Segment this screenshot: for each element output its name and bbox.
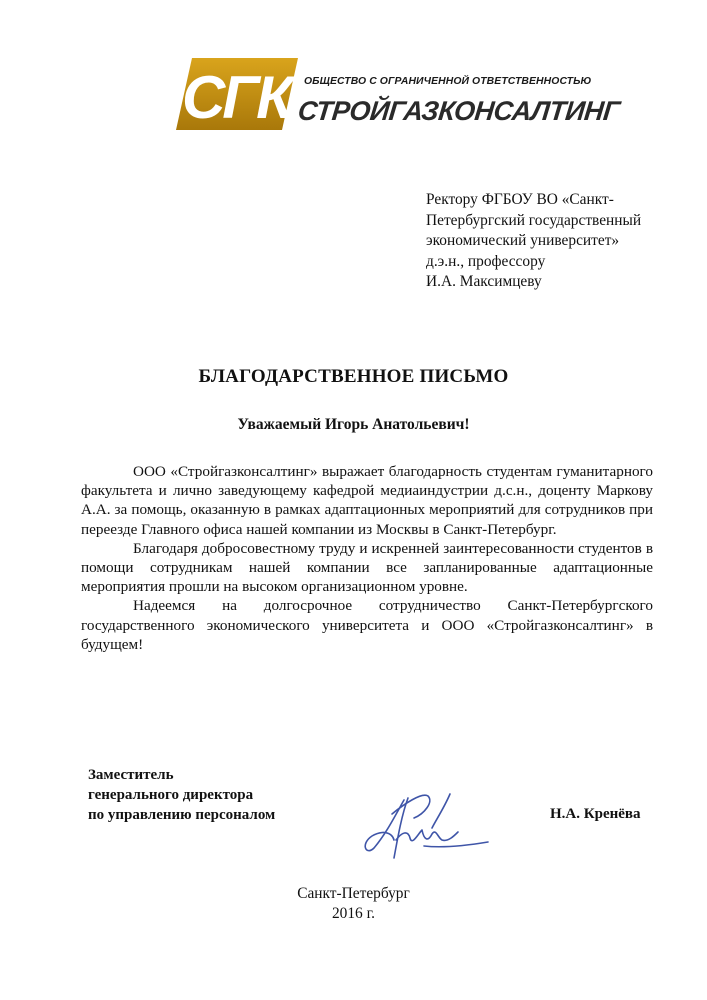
letter-title: БЛАГОДАРСТВЕННОЕ ПИСЬМО [198, 366, 509, 387]
addressee-block [426, 190, 641, 293]
addressee-line: экономический университет» [426, 232, 620, 250]
place-and-date [0, 884, 707, 924]
signatory-title-line: Заместитель [88, 767, 174, 783]
body-paragraph: Благодаря добросовестному труду и искренней заинтересованности студентов в помощи сотрудникам нашей компании все запланированные адаптационные мероприятия прошли на высоком организационном уровне. [81, 539, 653, 596]
body-paragraph: Надеемся на долгосрочное сотрудничество Санкт-Петербургского государственного экономического университета и ООО «Стройгазконсалтинг» в будущем! [81, 597, 653, 653]
logo-text: СГК [181, 64, 291, 130]
addressee-line: д.э.н., профессору [426, 252, 546, 270]
company-logo [176, 58, 298, 130]
signatory-title [88, 766, 275, 825]
handwritten-signature [332, 784, 502, 874]
addressee-line: Ректору ФГБОУ ВО «Санкт- [426, 191, 614, 208]
body-paragraph: ООО «Стройгазконсалтинг» выражает благодарность студентам гуманитарного факультета и лично заведующему кафедрой медиаиндустрии д.с.н., доценту Маркову А.А. за помощь, оказанную в рамках адаптационных мероприятий для сотрудников при переезде Главного офиса нашей компании из Москвы в Санкт-Петербург. [81, 463, 653, 538]
signatory-name: Н.А. Кренёва [550, 806, 641, 822]
signatory-title-line: генерального директора [88, 786, 254, 803]
year: 2016 г. [331, 905, 376, 922]
city: Санкт-Петербург [297, 885, 410, 902]
company-legal-form: ОБЩЕСТВО С ОГРАНИЧЕННОЙ ОТВЕТСТВЕННОСТЬЮ [304, 76, 592, 87]
company-name: СТРОЙГАЗКОНСАЛТИНГ [296, 96, 621, 126]
salutation: Уважаемый Игорь Анатольевич! [237, 416, 470, 433]
letter-body [81, 462, 653, 654]
signatory-title-line: по управлению персоналом [88, 806, 276, 823]
addressee-line: Петербургский государственный [426, 211, 642, 229]
addressee-line: И.А. Максимцеву [426, 273, 542, 291]
